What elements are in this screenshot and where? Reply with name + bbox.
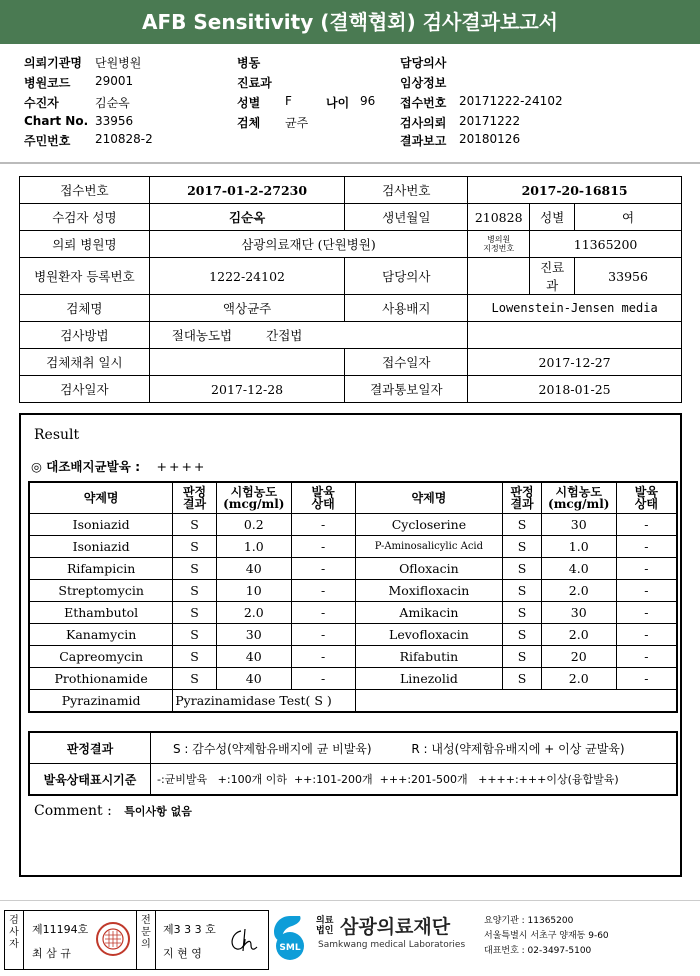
hospital-value: 단원병원 — [95, 56, 142, 70]
growth-cell: - — [291, 602, 355, 624]
info-test-no-label: 검사번호 — [345, 177, 468, 204]
specialist-vlabel-text: 전문의 — [141, 915, 151, 950]
table-row — [29, 558, 677, 580]
info-receipt-value: 2017-01-2-27230 — [149, 177, 345, 204]
growth-cell: - — [291, 514, 355, 536]
drug-cell: Pyrazinamid — [29, 690, 173, 713]
growth-cell: - — [616, 646, 677, 668]
info-hospital-value: 삼광의료재단 (단원병원) — [149, 231, 467, 258]
conc-cell: 40 — [216, 646, 291, 668]
info-birth-label: 생년월일 — [345, 204, 468, 231]
info-method-1: 절대농도법 — [171, 328, 233, 343]
drug-table-body — [29, 514, 677, 713]
drug-cell: Kanamycin — [29, 624, 173, 646]
table-row — [29, 690, 677, 713]
col-drug-right: 약제명 — [355, 482, 503, 514]
brand-name-en: Samkwang medical Laboratories — [318, 940, 466, 950]
info-name-value: 김순옥 — [149, 204, 345, 231]
address-line-2: 서울특별시 서초구 양재동 9-60 — [484, 931, 609, 941]
patient-value: 김순옥 — [95, 96, 130, 110]
info-hospital-label: 의뢰 병원명 — [20, 231, 150, 258]
result-cell: S — [503, 558, 541, 580]
drug-cell: Isoniazid — [29, 514, 173, 536]
doctor-label: 담당의사 — [400, 56, 447, 70]
result-cell: S — [173, 668, 217, 690]
patient-label: 수진자 — [24, 96, 59, 110]
comment-value: 특이사항 없음 — [124, 805, 192, 818]
id-value: 210828-2 — [95, 132, 153, 146]
patient-meta — [0, 52, 700, 156]
result-cell: S — [173, 624, 217, 646]
growth-cell: - — [291, 624, 355, 646]
info-medium-value: Lowenstein-Jensen media — [468, 295, 682, 322]
conc-cell: 10 — [216, 580, 291, 602]
growth-cell: - — [616, 514, 677, 536]
conc-cell: 2.0 — [541, 668, 616, 690]
conc-cell: 30 — [541, 602, 616, 624]
receipt-no-label: 접수번호 — [400, 96, 447, 110]
legend-table — [28, 731, 678, 796]
info-sex-value: 여 — [575, 204, 682, 231]
conc-cell: 1.0 — [541, 536, 616, 558]
growth-cell: - — [291, 580, 355, 602]
address-line-3: 대표번호 : 02-3497-5100 — [484, 946, 592, 956]
drug-cell: Amikacin — [355, 602, 503, 624]
growth-cell: - — [291, 558, 355, 580]
conc-cell: 20 — [541, 646, 616, 668]
footer-divider — [0, 900, 700, 901]
empty-cell — [355, 690, 677, 713]
growth-cell: - — [616, 624, 677, 646]
growth-h1: 발육 — [311, 485, 335, 499]
hospital-code-label: 병원코드 — [24, 76, 71, 90]
sex-value: F — [285, 94, 292, 108]
result-report-label: 결과보고 — [400, 134, 447, 148]
info-notify-value: 2018-01-25 — [468, 376, 682, 403]
brand-corp-label — [316, 916, 333, 936]
judge-h2: 결과 — [182, 497, 207, 511]
info-collect-value — [149, 349, 345, 376]
info-birth-value: 210828 — [468, 204, 530, 231]
drug-cell: Isoniazid — [29, 536, 173, 558]
result-cell: S — [503, 668, 541, 690]
growth-h2: 상태 — [311, 497, 335, 511]
table-row — [29, 624, 677, 646]
growth-cell: - — [291, 536, 355, 558]
conc-h2-r: (mcg/ml) — [548, 497, 610, 511]
drug-cell: Prothionamide — [29, 668, 173, 690]
chart-label: Chart No. — [24, 114, 89, 128]
receipt-no-value: 20171222-24102 — [459, 94, 563, 108]
drug-cell: Rifampicin — [29, 558, 173, 580]
table-row — [29, 514, 677, 536]
legend-judge-label: 판정결과 — [29, 732, 151, 764]
drug-cell: Moxifloxacin — [355, 580, 503, 602]
control-growth-value: ++++ — [156, 459, 207, 474]
info-designated-label-2: 지정번호 — [483, 244, 515, 253]
sml-logo-icon — [272, 914, 308, 962]
col-growth-right — [616, 482, 677, 514]
comment — [34, 803, 192, 819]
hospital-code-value: 29001 — [95, 74, 134, 88]
result-cell: S — [503, 514, 541, 536]
ward-label: 병동 — [237, 56, 261, 70]
conc-h1: 시험농도 — [230, 485, 277, 499]
col-judge-right — [503, 482, 541, 514]
legend-judge-s: S : 감수성(약제함유배지에 균 비발육) — [173, 741, 372, 756]
logo-text: SML — [279, 943, 301, 953]
drug-cell: Cycloserine — [355, 514, 503, 536]
table-row — [29, 580, 677, 602]
table-row — [29, 668, 677, 690]
growth-cell: - — [616, 602, 677, 624]
drug-cell: Linezolid — [355, 668, 503, 690]
table-row — [29, 646, 677, 668]
info-reg-value: 1222-24102 — [149, 258, 345, 295]
info-method-label: 검사방법 — [20, 322, 150, 349]
growth-cell: - — [291, 646, 355, 668]
judge-h2-r: 결과 — [510, 497, 534, 511]
sig-divider-1 — [23, 911, 24, 969]
conc-cell: 40 — [216, 558, 291, 580]
info-dept-label: 진료과 — [530, 258, 575, 295]
address-line-1: 요양기관 : 11365200 — [484, 916, 574, 926]
brand-small-2: 법인 — [316, 926, 334, 936]
info-receipt-label: 접수번호 — [20, 177, 150, 204]
age-value: 96 — [360, 94, 376, 108]
col-conc-left — [216, 482, 291, 514]
result-cell: S — [503, 602, 541, 624]
info-notify-label: 결과통보일자 — [345, 376, 468, 403]
inspector-no: 제11194호 — [32, 923, 89, 936]
drug-cell: Streptomycin — [29, 580, 173, 602]
inspector-vertical-label — [7, 915, 21, 951]
result-cell: S — [503, 536, 541, 558]
brand-name: 삼광의료재단 — [340, 916, 451, 938]
legend-growth-text: -:균비발육 +:100개 이하 ++:101-200개 +++:201-500개 ++++:+++이상(융합발육) — [151, 764, 678, 796]
info-receipt-date-value: 2017-12-27 — [468, 349, 682, 376]
drug-cell: Levofloxacin — [355, 624, 503, 646]
judge-h1: 판정 — [182, 485, 207, 499]
info-test-no-value: 2017-20-16815 — [468, 177, 682, 204]
drug-cell: Ethambutol — [29, 602, 173, 624]
info-specimen-label: 검체명 — [20, 295, 150, 322]
request-label: 검사의뢰 — [400, 116, 447, 130]
conc-cell: 4.0 — [541, 558, 616, 580]
result-title: Result — [34, 427, 80, 443]
info-sex-label: 성별 — [530, 204, 575, 231]
inspector-vlabel-text: 검사자 — [9, 915, 19, 950]
result-cell: S — [173, 646, 217, 668]
drug-cell: Rifabutin — [355, 646, 503, 668]
info-dept-value: 33956 — [575, 258, 682, 295]
chart-value: 33956 — [95, 114, 134, 128]
lab-address — [484, 914, 609, 959]
col-conc-right — [541, 482, 616, 514]
signature-box — [4, 910, 269, 970]
result-cell: S — [173, 558, 217, 580]
divider — [0, 162, 700, 164]
hospital-label: 의뢰기관명 — [24, 56, 82, 70]
info-designated-label-1: 병의원 — [487, 235, 511, 244]
result-cell: S — [503, 646, 541, 668]
conc-cell: 30 — [216, 624, 291, 646]
result-section — [19, 413, 682, 877]
conc-cell: 40 — [216, 668, 291, 690]
result-cell: S — [503, 624, 541, 646]
footer — [0, 906, 700, 976]
growth-h1-r: 발육 — [634, 485, 658, 499]
info-name-label: 수검자 성명 — [20, 204, 150, 231]
info-method-2: 간접법 — [266, 328, 303, 343]
info-doctor-label: 담당의사 — [345, 258, 468, 295]
drug-cell: Ofloxacin — [355, 558, 503, 580]
result-cell: S — [173, 514, 217, 536]
brand-small-1: 의료 — [316, 916, 334, 926]
info-designated-label — [468, 231, 530, 258]
growth-cell: - — [616, 536, 677, 558]
judge-h1-r: 판정 — [510, 485, 534, 499]
pyrazinamidase-test: Pyrazinamidase Test( S ) — [173, 690, 355, 713]
info-receipt-date-label: 접수일자 — [345, 349, 468, 376]
result-report-value: 20180126 — [459, 132, 521, 146]
id-label: 주민번호 — [24, 134, 71, 148]
request-value: 20171222 — [459, 114, 521, 128]
growth-cell: - — [616, 558, 677, 580]
comment-label: Comment : — [34, 803, 112, 819]
conc-h1-r: 시험농도 — [555, 485, 602, 499]
conc-cell: 2.0 — [216, 602, 291, 624]
specialist-vertical-label — [139, 915, 153, 951]
info-reg-label: 병원환자 등록번호 — [20, 258, 150, 295]
drug-cell: Capreomycin — [29, 646, 173, 668]
conc-cell: 2.0 — [541, 580, 616, 602]
sig-divider-2 — [136, 911, 137, 969]
control-growth — [31, 457, 206, 475]
conc-cell: 30 — [541, 514, 616, 536]
dept-label: 진료과 — [237, 76, 272, 90]
specialist-no: 제3 3 3 호 — [163, 923, 216, 936]
col-drug-left: 약제명 — [29, 482, 173, 514]
legend-judge-r: R : 내성(약제함유배지에 + 이상 균발육) — [411, 741, 625, 756]
table-row — [29, 536, 677, 558]
result-cell: S — [173, 580, 217, 602]
growth-h2-r: 상태 — [634, 497, 658, 511]
growth-cell: - — [291, 668, 355, 690]
info-specimen-value: 액상균주 — [149, 295, 345, 322]
info-table — [19, 176, 682, 403]
report-title: AFB Sensitivity (결핵협회) 검사결과보고서 — [0, 0, 700, 44]
conc-h2: (mcg/ml) — [223, 497, 285, 511]
legend-judge-text — [151, 732, 678, 764]
col-growth-left — [291, 482, 355, 514]
info-designated-value: 11365200 — [530, 231, 682, 258]
age-label: 나이 — [326, 96, 350, 110]
signature-icon — [227, 925, 261, 955]
legend-growth-label: 발육상태표시기준 — [29, 764, 151, 796]
info-test-date-label: 검사일자 — [20, 376, 150, 403]
inspector-name: 최 삼 규 — [32, 947, 71, 960]
col-judge-left — [173, 482, 217, 514]
growth-cell: - — [616, 668, 677, 690]
drug-cell: P-Aminosalicylic Acid — [355, 536, 503, 558]
info-method-value — [149, 322, 467, 349]
info-collect-label: 검체채취 일시 — [20, 349, 150, 376]
conc-cell: 0.2 — [216, 514, 291, 536]
growth-cell: - — [616, 580, 677, 602]
conc-cell: 1.0 — [216, 536, 291, 558]
control-growth-label: ◎ 대조배지균발육 : — [31, 459, 141, 474]
result-cell: S — [503, 580, 541, 602]
info-medium-label: 사용배지 — [345, 295, 468, 322]
info-method-empty — [468, 322, 682, 349]
seal-icon — [95, 921, 131, 957]
table-row — [29, 602, 677, 624]
conc-cell: 2.0 — [541, 624, 616, 646]
specimen-label: 검체 — [237, 116, 261, 130]
clinical-label: 임상정보 — [400, 76, 447, 90]
result-cell: S — [173, 536, 217, 558]
info-test-date-value: 2017-12-28 — [149, 376, 345, 403]
drug-table — [28, 481, 678, 713]
sig-divider-3 — [155, 911, 156, 969]
sex-label: 성별 — [237, 96, 261, 110]
result-cell: S — [173, 602, 217, 624]
specimen-value: 균주 — [285, 116, 309, 130]
info-doctor-value — [468, 258, 530, 295]
specialist-name: 지 현 영 — [163, 947, 202, 960]
